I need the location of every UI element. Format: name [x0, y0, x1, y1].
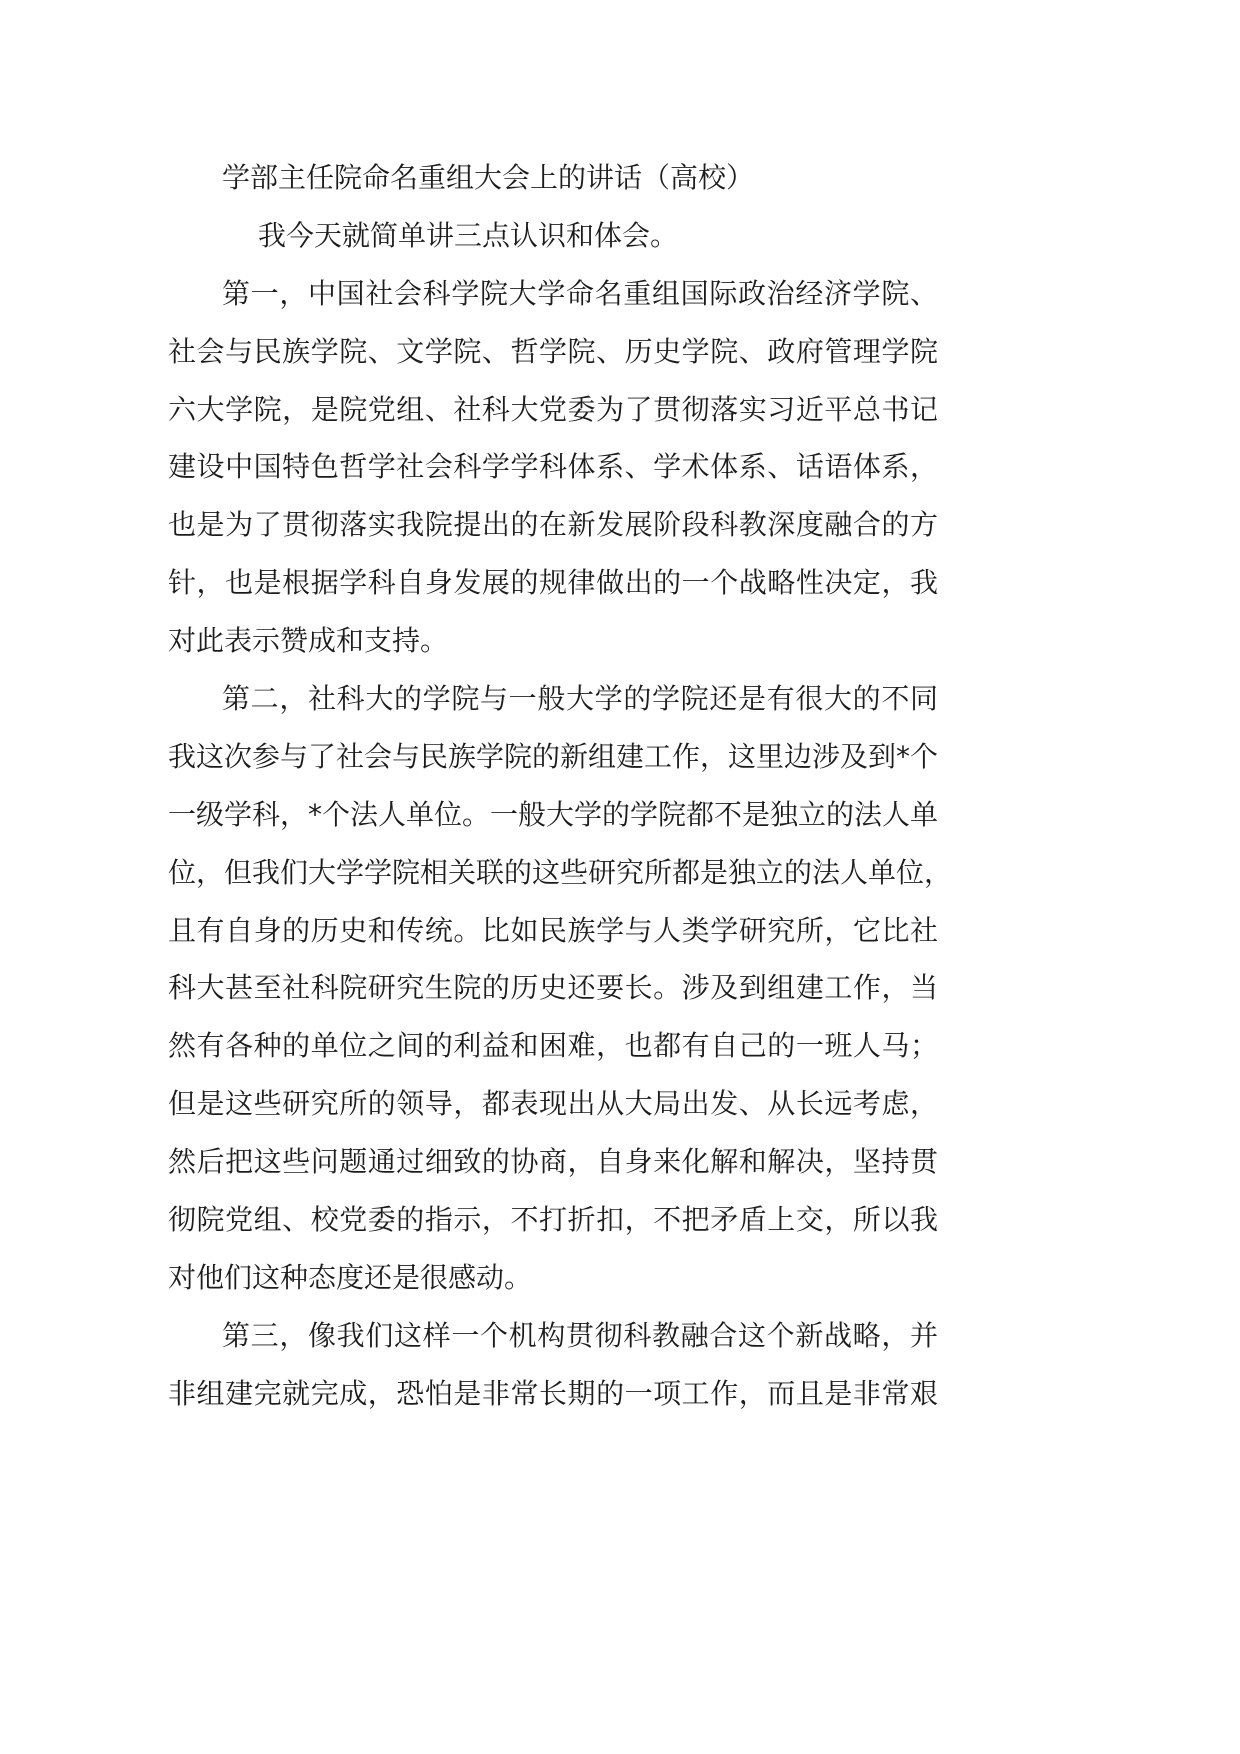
- paragraph-line: 非组建完就完成，恐怕是非常长期的一项工作，而且是非常艰: [168, 1376, 938, 1410]
- paragraph-point-two: [168, 670, 953, 1307]
- paragraph-line: 我这次参与了社会与民族学院的新组建工作，这里边涉及到*个: [168, 739, 939, 773]
- paragraph-line: 科大甚至社科院研究生院的历史还要长。涉及到组建工作，当: [168, 971, 938, 1005]
- document-title: 学部主任院命名重组大会上的讲话（高校）: [222, 161, 755, 194]
- paragraph-line: 且有自身的历史和传统。比如民族学与人类学研究所，它比社: [168, 913, 938, 947]
- paragraph-line: 第二，社科大的学院与一般大学的学院还是有很大的不同: [222, 682, 938, 716]
- paragraph-line: 六大学院，是院党组、社科大党委为了贯彻落实习近平总书记: [168, 392, 938, 426]
- paragraph-line: 第三，像我们这样一个机构贯彻科教融合这个新战略，并: [222, 1318, 938, 1352]
- paragraph-line: 针，也是根据学科自身发展的规律做出的一个战略性决定，我: [168, 566, 938, 600]
- paragraph-line: 第一，中国社会科学院大学命名重组国际政治经济学院、: [222, 276, 938, 310]
- paragraph-line: 一级学科，*个法人单位。一般大学的学院都不是独立的法人单: [168, 797, 939, 831]
- paragraph-line: 对他们这种态度还是很感动。: [168, 1260, 533, 1294]
- paragraph-line: 但是这些研究所的领导，都表现出从大局出发、从长远考虑，: [168, 1087, 938, 1121]
- paragraph-point-one: [168, 265, 938, 670]
- paragraph-line: 彻院党组、校党委的指示，不打折扣，不把矛盾上交，所以我: [168, 1203, 938, 1237]
- paragraph-line: 对此表示赞成和支持。: [168, 624, 449, 658]
- paragraph-intro: [168, 207, 938, 265]
- document-body: [168, 149, 953, 1423]
- paragraph-line: 建设中国特色哲学社会科学学科体系、学术体系、话语体系，: [168, 450, 938, 484]
- paragraph-line: 社会与民族学院、文学院、哲学院、历史学院、政府管理学院: [168, 334, 938, 368]
- paragraph-point-three: [168, 1307, 938, 1423]
- paragraph-line: 我今天就简单讲三点认识和体会。: [258, 218, 679, 252]
- paragraph-line: 也是为了贯彻落实我院提出的在新发展阶段科教深度融合的方: [168, 508, 938, 542]
- paragraph-line: 然后把这些问题通过细致的协商，自身来化解和解决，坚持贯: [168, 1145, 938, 1179]
- paragraph-line: 位，但我们大学学院相关联的这些研究所都是独立的法人单位，: [168, 855, 953, 889]
- paragraph-line: 然有各种的单位之间的利益和困难，也都有自己的一班人马；: [168, 1029, 938, 1063]
